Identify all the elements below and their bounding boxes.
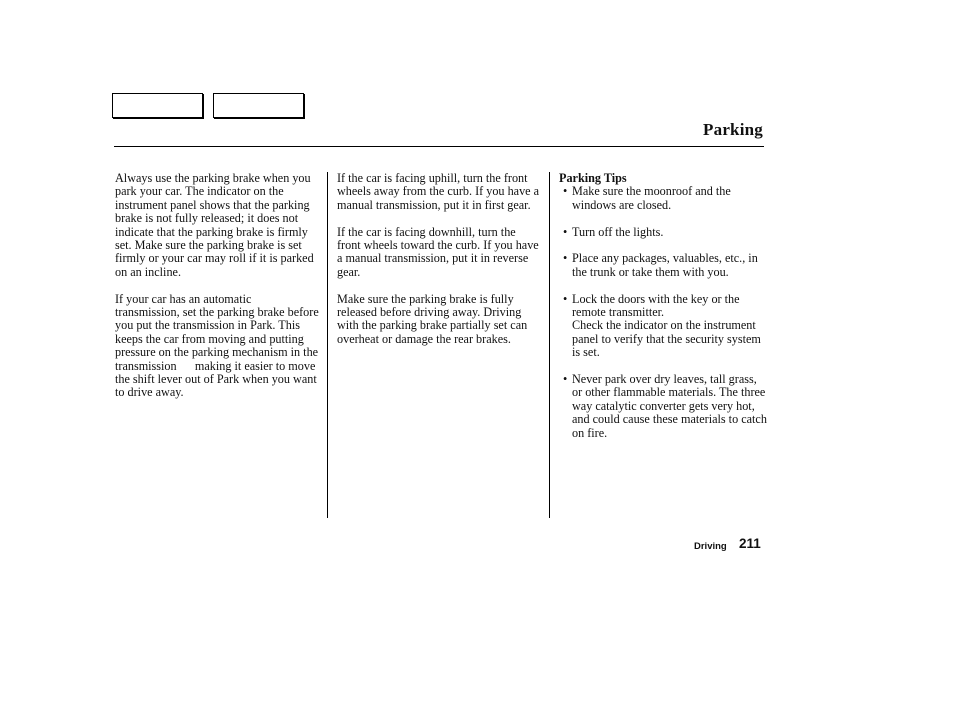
parking-tips-column: [559, 172, 769, 453]
bullet-icon: •: [563, 372, 568, 387]
text-column-1: [115, 172, 319, 413]
bullet-icon: •: [563, 224, 568, 239]
parking-tips-heading: Parking Tips: [559, 171, 627, 185]
paragraph: If your car has an automatic transmission, set the parking brake before you put the transmission in Park. This keeps the car from moving and putting pressure on the parking mechanism in the transmission making it easier to move the shift lever out of Park when you want to drive away.: [115, 291, 319, 400]
tip-line: Lock the doors with the key or the remote transmitter.: [572, 291, 740, 320]
text-column-2: [337, 172, 542, 360]
tip-line: Check the indicator on the instrument panel to verify that the security system is set.: [572, 318, 761, 360]
bullet-icon: •: [563, 251, 568, 266]
bullet-icon: •: [563, 291, 568, 306]
tip-item: [559, 252, 769, 279]
tip-item: [559, 373, 769, 440]
tip-text: Make sure the moonroof and the windows are closed.: [572, 184, 731, 212]
bullet-icon: •: [563, 184, 568, 199]
paragraph: Always use the parking brake when you park your car. The indicator on the instrument panel shows that the parking brake is not fully released; it does not indicate that the parking brake is firmly set. Make sure the parking brake is set firmly or your car may roll if it is parked on an incline.: [115, 171, 314, 279]
tip-text: Turn off the lights.: [572, 224, 664, 239]
tip-text: [572, 293, 769, 360]
tip-item: [559, 293, 769, 360]
tip-text: Never park over dry leaves, tall grass, or other flammable materials. The three way catalytic converter gets very hot, and could cause these materials to catch on fire.: [572, 372, 767, 440]
column-divider-2: [549, 172, 550, 518]
page-number: 211: [739, 536, 761, 551]
footer-section-label: Driving: [694, 541, 727, 552]
nav-tab-contents[interactable]: [112, 93, 203, 118]
tip-item: [559, 226, 769, 239]
paragraph: If the car is facing uphill, turn the front wheels away from the curb. If you have a manual transmission, put it in first gear.: [337, 171, 540, 212]
tip-item: [559, 185, 769, 212]
column-divider-1: [327, 172, 328, 518]
page-title: Parking: [703, 120, 763, 139]
tip-text: Place any packages, valuables, etc., in the trunk or take them with you.: [572, 251, 758, 279]
paragraph: If the car is facing downhill, turn the front wheels toward the curb. If you have a manual transmission, put it in reverse gear.: [337, 224, 539, 279]
paragraph: Make sure the parking brake is fully released before driving away. Driving with the parking brake partially set can overheat or damage the rear brakes.: [337, 291, 528, 346]
header-rule: [114, 146, 764, 147]
nav-tab-index[interactable]: [213, 93, 304, 118]
